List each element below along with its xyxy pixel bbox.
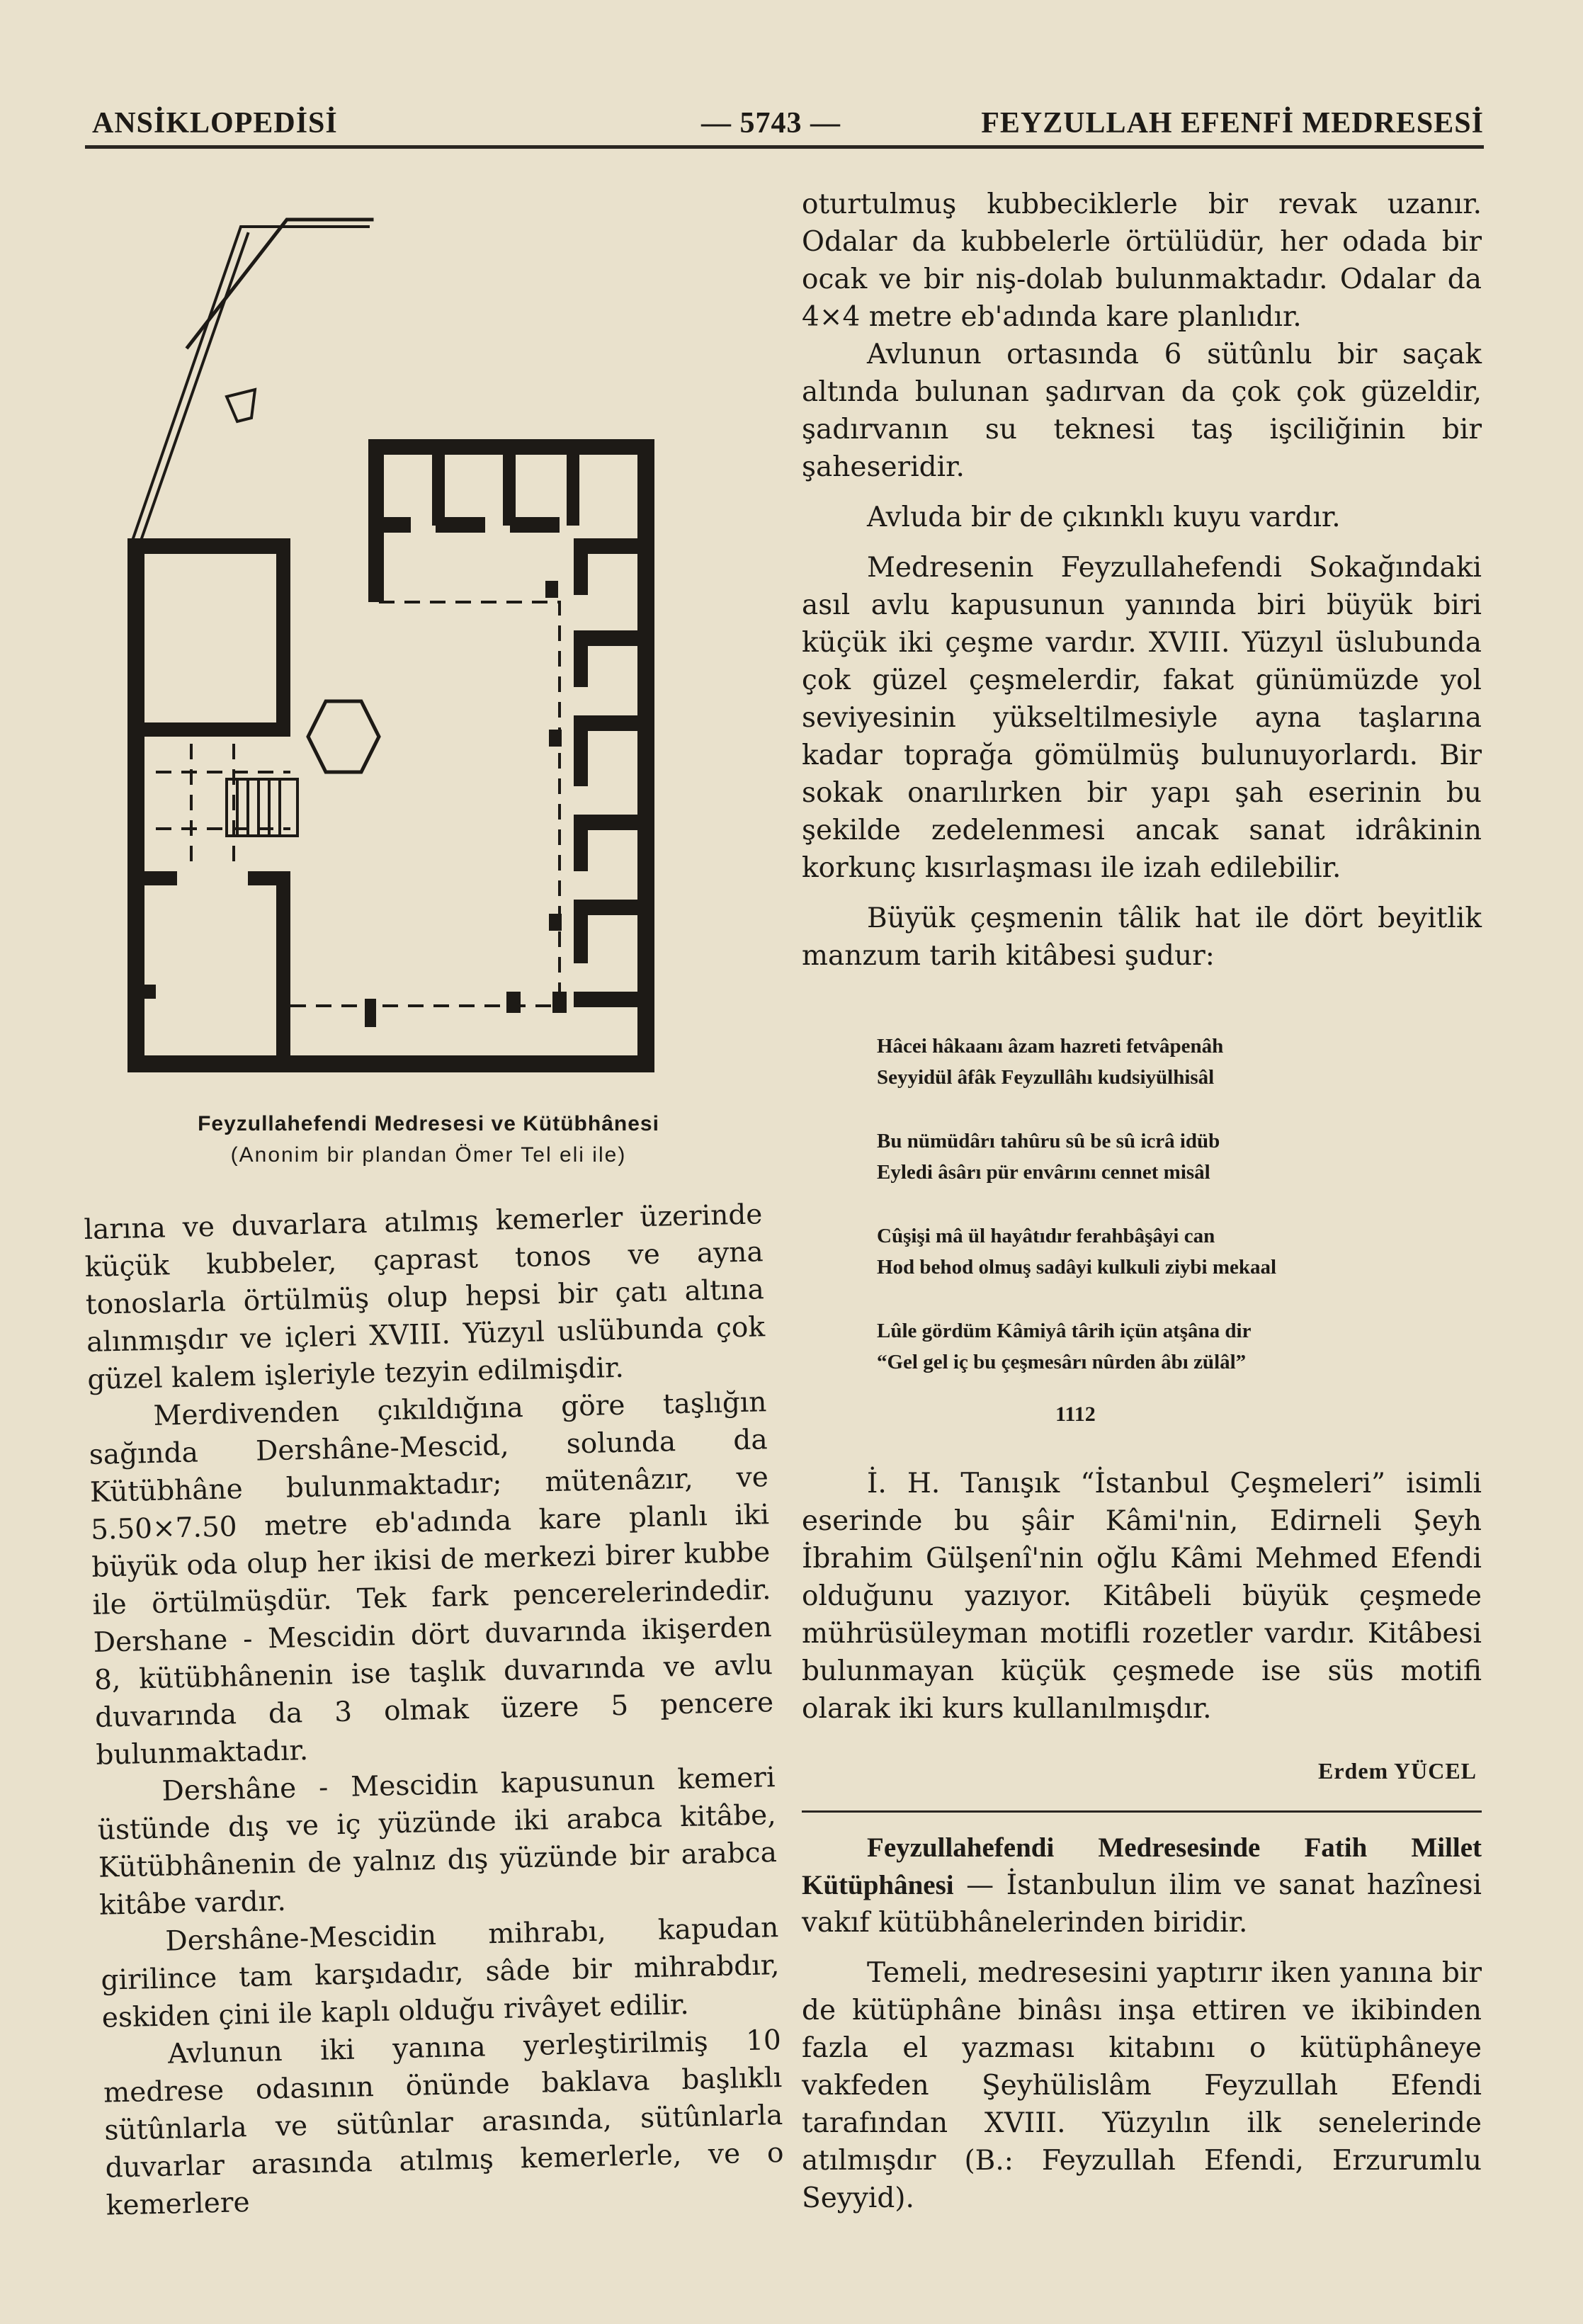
floor-plan-figure — [113, 205, 737, 1105]
right-paragraph: Temeli, medresesini yaptırır iken yanına bir de kütüphâne binâsı inşa ettiren ve ikibinden fazla el yazması kitabını o kütüphâneye vakfeden Şeyhülislâm Feyzullah Efendi tarafından XVIII. Yüzyılın ilk senelerinde atılmışdır (B.: Feyzullah Efendi, Erzurumlu Seyyid). — [802, 1957, 1482, 2214]
left-paragraph: Merdivenden çıkıldığına göre taşlığın sağında Dershâne-Mescid, solunda da Kütübhâne bulunmaktadır; mütenâzır, ve 5.50×7.50 metre eb'adında kare planlı iki büyük oda olup her ikisi de merkezi birer kubbe ile örtülmüşdür. Tek fark pencerelerindedir. Dershane - Mescidin dört duvarında ikişerden 8, kütübhânenin ise taşlık duvarında ve avlu duvarında da 3 olmak üzere 5 pencere bulunmaktadır. — [89, 1386, 774, 1772]
figure-caption — [120, 1109, 737, 1171]
right-paragraph: Medresenin Feyzullahefendi Sokağındaki asıl avlu kapusunun yanında biri büyük biri küçük iki çeşme vardır. XVIII. Yüzyıl üslubunda çok güzel çeşmelerdir, fakat günümüzde yol seviyesinin yükseltilmesiyle ayna taşlarına kadar toprağa gömülmüş bulunuyorlardı. Bir sokak onarılırken bir yapı şah eserinin bu şekilde zedelenmesi ancak sanat idrâkinin korkunç kısırlaşması ile izah edilebilir. — [802, 552, 1482, 884]
right-paragraph: İ. H. Tanışık “İstanbul Çeşmeleri” isimli eserinde bu şâir Kâmi'nin, Edirneli Şeyh İbrahim Gülşenî'nin oğlu Kâmi Mehmed Efendi olduğunu yazıyor. Kitâbeli büyük çeşmede mührüsüleyman motifli rozetler vardır. Kitâbesi bulunmayan küçük çeşmede ise süs motifi olarak iki kurs kullanılmışdır. — [802, 1468, 1482, 1725]
right-paragraph: Avluda bir de çıkınklı kuyu vardır. — [867, 501, 1341, 533]
right-column-bottom — [802, 1829, 1482, 2217]
outer-wall-south — [127, 1055, 652, 1072]
poem-line: Lûle gördüm Kâmiyâ târih içün atşâna dir — [877, 1320, 1252, 1342]
portico-line — [379, 602, 560, 999]
caption-title: Feyzullahefendi Medresesi ve Kütübhânesi — [198, 1112, 659, 1135]
entry-title: Feyzullahefendi Medresesinde Fatih Millet Kütüphânesi — [802, 1832, 1482, 1900]
page-number: — 5743 — — [701, 107, 841, 140]
entry-separator — [802, 1810, 1482, 1813]
left-column — [84, 1196, 785, 2224]
running-header-right: FEYZULLAH EFENFİ MEDRESESİ — [981, 107, 1484, 140]
outer-wall-north — [127, 538, 290, 554]
right-paragraph: Avlunun ortasında 6 sütûnlu bir saçak altında bulunan şadırvan da çok çok güzeldir, şadırvanın su teknesi taş işciliğinin bir şaheseridir. — [802, 339, 1482, 483]
running-header-left: ANSİKLOPEDİSİ — [92, 107, 338, 140]
inscription-poem — [877, 1031, 1443, 1410]
author-signature: Erdem YÜCEL — [1317, 1758, 1477, 1784]
poem-line: Hod behod olmuş sadâyi kulkuli ziybi mekaal — [877, 1256, 1277, 1279]
caption-credit: (Anonim bir plandan Ömer Tel eli ile) — [230, 1143, 627, 1167]
poem-line: Cûşişi mâ ül hayâtıdır ferahbâşâyi can — [877, 1225, 1215, 1247]
left-paragraph: Dershâne-Mescidin mihrabı, kapudan girilince tam karşıdadır, sâde bir mihrabdır, eskiden çini ile kaplı olduğu rivâyet edilir. — [101, 1912, 780, 2034]
poem-line: “Gel gel iç bu çeşmesârı nûrden âbı zülâl” — [877, 1351, 1247, 1373]
right-paragraph: oturtulmuş kubbeciklerle bir revak uzanır. Odalar da kubbelerle örtülüdür, her odada bir ocak ve bir niş-dolab bulunmaktadır. Odalar da 4×4 metre eb'adında kare planlıdır. — [802, 188, 1482, 333]
right-column-top — [802, 186, 1482, 975]
right-paragraph: Büyük çeşmenin tâlik hat ile dört beyitlik manzum tarih kitâbesi şudur: — [802, 902, 1482, 972]
sadirvan-hexagon — [308, 701, 379, 772]
left-paragraph: larına ve duvarlara atılmış kemerler üzerinde küçük kubbeler, çaprast tonos ve ayna tonoslarla örtülmüş olup hepsi bir çatı altına alınmışdır ve içleri XVIII. Yüzyıl uslübunda çok güzel kalem işleriyle tezyin edilmişdir. — [84, 1198, 766, 1396]
poem-line: Bu nümüdârı tahûru sû be sû icrâ idüb — [877, 1130, 1220, 1152]
header-rule — [85, 145, 1484, 149]
outer-wall-east — [637, 439, 654, 1072]
entry-intro: — İstanbulun ilim ve sanat hazînesi vakıf kütübhânelerinden biridir. — [802, 1869, 1482, 1939]
left-paragraph: Dershâne - Mescidin kapusunun kemeri üstünde dış ve iç yüzünde iki arabca kitâbe, Kütübhânenin de yalnız dış yüzünde bir arabca kitâbe vardır. — [97, 1762, 778, 1922]
inscription-date: 1112 — [1055, 1402, 1096, 1426]
poem-line: Seyyidül âfâk Feyzullâhı kudsiyülhisâl — [877, 1066, 1215, 1089]
left-paragraph: Avlunun iki yanına yerleştirilmiş 10 medrese odasının önünde baklava başlıklı sütûnlarla ve sütûnlar arasında, sütûnlarla duvarlar arasında atılmış kemerlerle, ve o kemerlere — [103, 2024, 784, 2222]
right-column-mid — [802, 1465, 1482, 1728]
poem-line: Eyledi âsârı pür envârını cennet misâl — [877, 1161, 1210, 1184]
poem-line: Hâcei hâkaanı âzam hazreti fetvâpenâh — [877, 1035, 1224, 1058]
